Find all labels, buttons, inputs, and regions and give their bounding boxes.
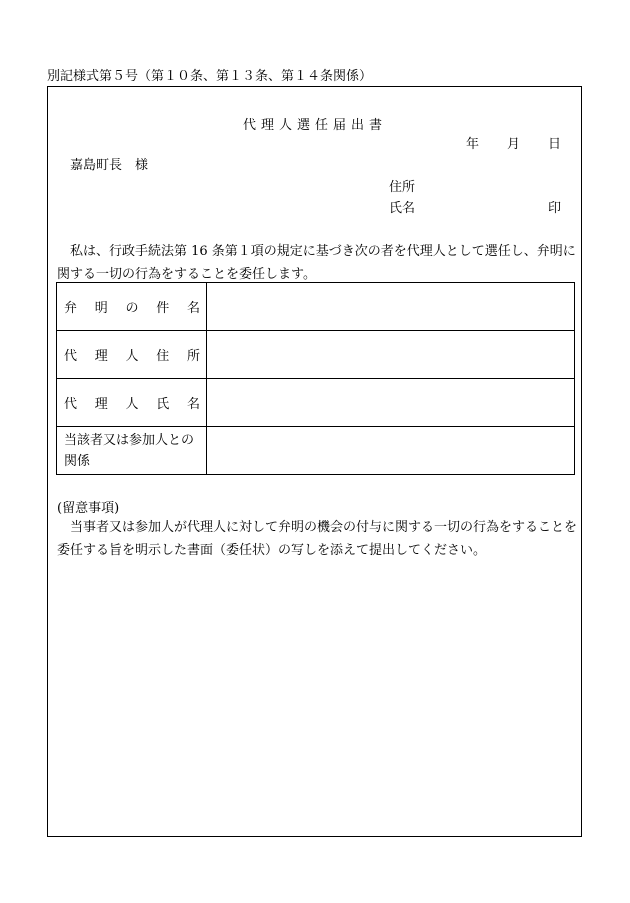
table-row xyxy=(57,427,575,475)
agent-name-field[interactable] xyxy=(207,379,575,427)
notes-heading: (留意事項) xyxy=(57,501,120,516)
table-row xyxy=(57,379,575,427)
declaration-text: 私は、行政手続法第 16 条第１項の規定に基づき次の者を代理人として選任し、弁明に関する一切の行為をすることを委任します。 xyxy=(57,244,576,282)
date-year-label: 年 xyxy=(466,137,480,152)
case-title-field[interactable] xyxy=(207,283,575,331)
case-title-label: 弁明の件名 xyxy=(57,283,207,331)
table-row xyxy=(57,283,575,331)
relationship-field[interactable] xyxy=(207,427,575,475)
agent-address-field[interactable] xyxy=(207,331,575,379)
relationship-label: 当該者又は参加人との関係 xyxy=(57,427,207,475)
date-month-label: 月 xyxy=(507,137,521,152)
agent-info-table xyxy=(56,282,575,475)
applicant-name-label: 氏名 xyxy=(389,201,416,216)
addressee: 嘉島町長 様 xyxy=(70,158,149,173)
applicant-address-label: 住所 xyxy=(389,180,416,195)
table-row xyxy=(57,331,575,379)
notes-body: 当事者又は参加人が代理人に対して弁明の機会の付与に関する一切の行為をすることを委任する旨を明示した書面（委任状）の写しを添えて提出してください。 xyxy=(57,520,578,558)
seal-label: 印 xyxy=(548,201,562,216)
agent-address-label: 代理人住所 xyxy=(57,331,207,379)
agent-name-label: 代理人氏名 xyxy=(57,379,207,427)
page-title: 代理人選任届出書 xyxy=(242,118,387,133)
form-number-label: 別記様式第５号（第１０条、第１３条、第１４条関係） xyxy=(47,69,373,84)
date-day-label: 日 xyxy=(548,137,562,152)
